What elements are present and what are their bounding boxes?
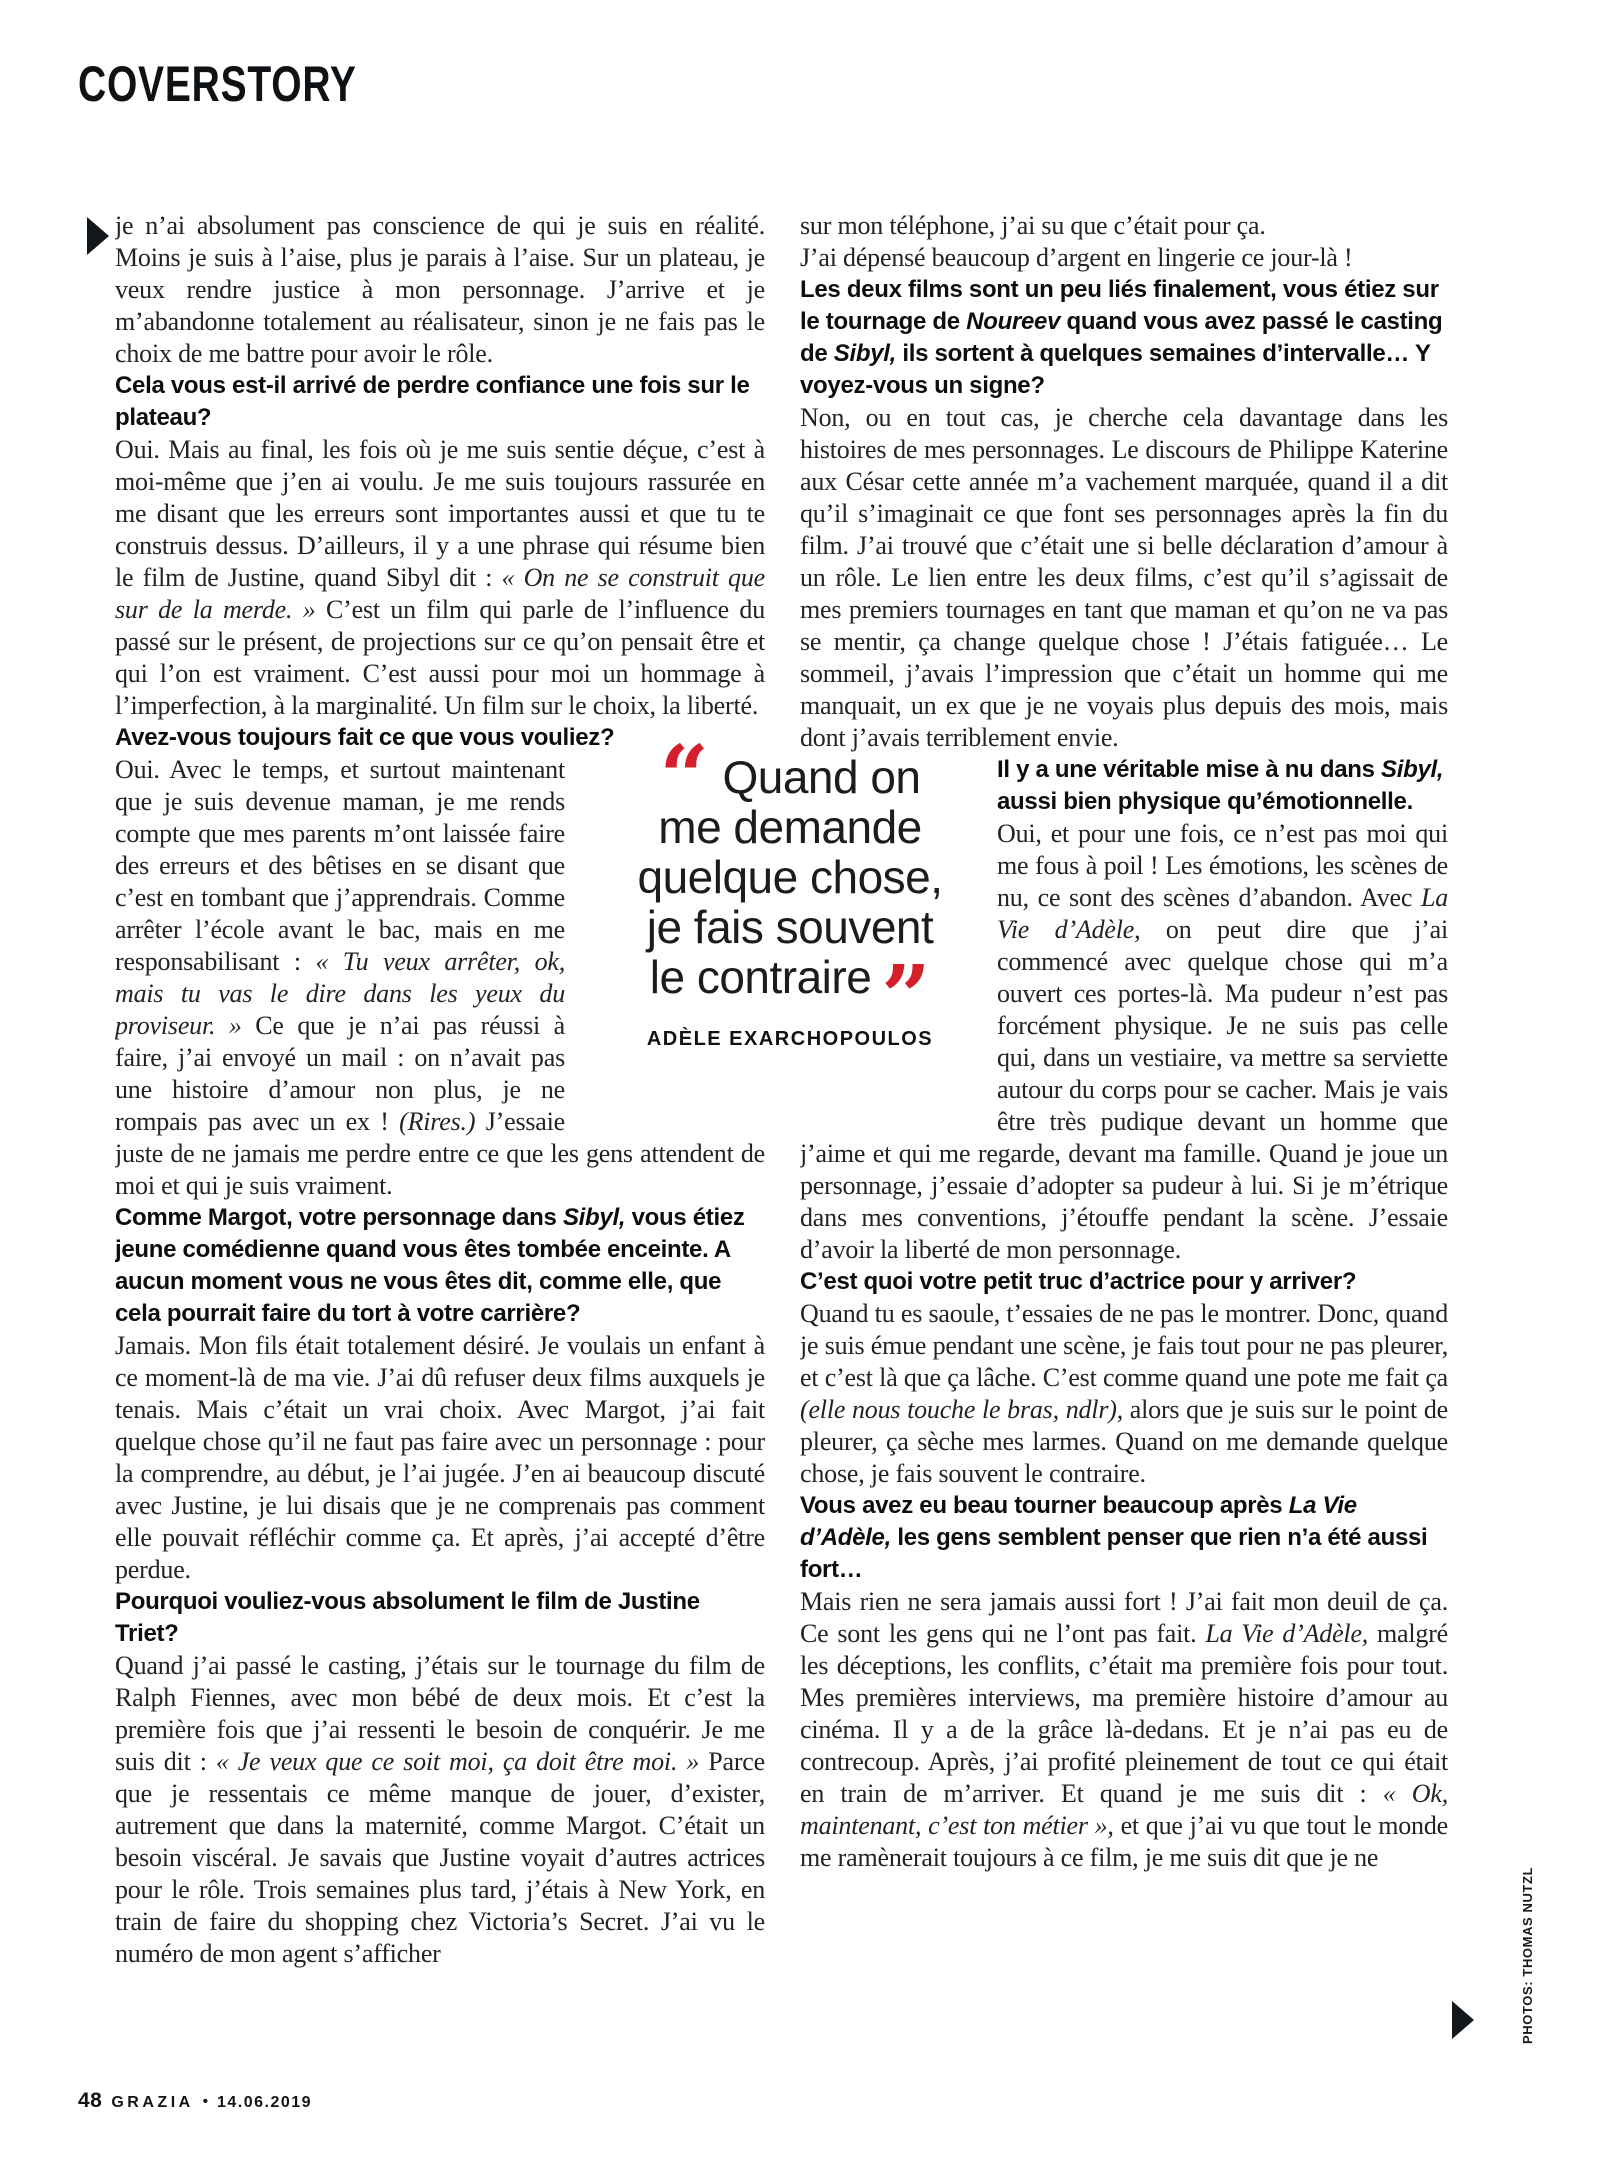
section-label: COVERSTORY [78,56,357,112]
answer-paragraph: Non, ou en tout cas, je cherche cela davantage dans les histoires de mes personnages. Le discours de Philippe Katerine aux César cette année m’a vachement marquée, quand il a dit qu’il s’imaginait ce que font ses personnages après la fin du film. J’ai trouvé que c’était une si belle déclaration d’amour à un rôle. Le lien entre les deux films, c’est qu’il s’agissait de mes premiers tournages en tant que maman et qu’on ne va pas se mentir, ça change quelque chose ! J’étais fatiguée… Le sommeil, j’avais l’impression que c’était un homme qui me manquait, un ex que je ne voyais plus depuis des mois, mais dont j’avais terriblement envie. [800,403,1448,752]
answer-paragraph: Oui. Mais au final, les fois où je me suis sentie déçue, c’est à moi-même que j’en ai voulu. Je me suis toujours rassurée en me disant que les erreurs sont importantes aussi et que tu te construis dessus. D’ailleurs, il y a une phrase qui résume bien le film de Justine, quand Sibyl dit : « On ne se construit que sur de la merde. » C’est un film qui parle de l’influence du passé sur le présent, de projections sur ce qu’on pensait être et qui l’on est vraiment. C’est aussi pour moi un hommage à l’imperfection, à la marginalité. Un film sur le choix, la liberté. [115,435,765,720]
answer-paragraph: J’ai dépensé beaucoup d’argent en lingerie ce jour-là ! [800,243,1353,272]
article-column-1 [115,210,765,2045]
answer-paragraph: je n’ai absolument pas conscience de qui je suis en réalité. Moins je suis à l’aise, plus je parais à l’aise. Sur un plateau, je veux rendre justice à mon personnage. J’arrive et je m’abandonne totalement au réalisateur, sinon je ne fais pas le choix de me battre pour avoir le rôle. [115,211,765,368]
answer-paragraph: sur mon téléphone, j’ai su que c’était pour ça. [800,211,1266,240]
continuation-arrow-icon [87,217,109,255]
question-paragraph: Les deux films sont un peu liés finalement, vous étiez sur le tournage de Noureev quand vous avez passé le casting de Sibyl, ils sortent à quelques semaines d’intervalle… Y voyez-vous un signe? [800,276,1443,399]
pull-quote-attribution: ADÈLE EXARCHOPOULOS [646,1028,934,1050]
next-page-arrow-icon [1452,2001,1474,2039]
footer-separator-dot: • [202,2093,208,2110]
pull-quote-text: “ Quand on me demande quelque chose, je fais souvent le contraire ” [637,727,943,1048]
question-paragraph: Vous avez eu beau tourner beaucoup après La Vie d’Adèle, les gens semblent penser que rien n’a été aussi fort… [800,1492,1428,1583]
footer-date: 14.06.2019 [216,2094,313,2111]
pull-quote [600,727,980,1051]
answer-paragraph: Mais rien ne sera jamais aussi fort ! J’ai fait mon deuil de ça. Ce sont les gens qui ne l’ont pas fait. La Vie d’Adèle, malgré les déceptions, les conflits, c’était ma première fois pour tout. Mes premières interviews, ma première histoire d’amour au cinéma. Il y a de la grâce là-dedans. Et je n’ai pas eu de contrecoup. Après, j’ai profité pleinement de tout ce qui était en train de m’arriver. Et quand je me suis dit : « Ok, maintenant, c’est ton métier », et que j’ai vu que tout le monde me ramènerait toujours à ce film, je me suis dit que je ne [800,1587,1448,1872]
answer-paragraph: Quand j’ai passé le casting, j’étais sur le tournage du film de Ralph Fiennes, avec mon bébé de deux mois. Et c’est la première fois que j’ai ressenti le besoin de conquérir. Je me suis dit : « Je veux que ce soit moi, ça doit être moi. » Parce que je ressentais ce même manque de jouer, d’exister, autrement que dans la maternité, comme Margot. C’était un besoin viscéral. Je savais que Justine voyait d’autres actrices pour le rôle. Trois semaines plus tard, j’étais à New York, en train de faire du shopping chez Victoria’s Secret. J’ai vu le numéro de mon agent s’afficher [115,1651,765,1968]
photo-credit: PHOTOS: THOMAS NUTZL [1520,1866,1535,2044]
answer-paragraph: Jamais. Mon fils était totalement désiré. Je voulais un enfant à ce moment-là de ma vie. J’ai dû refuser deux films auxquels je tenais. Mais c’était un vrai choix. Avec Margot, j’ai fait quelque chose qu’il ne faut pas faire avec un personnage : pour la comprendre, au début, je l’ai jugée. J’en ai beaucoup discuté avec Justine, je lui disais que je ne comprenais pas comment elle pouvait réfléchir comme ça. Et après, j’ai accepté d’être perdue. [115,1331,765,1584]
question-paragraph: Cela vous est-il arrivé de perdre confiance une fois sur le plateau? [115,372,750,431]
answer-paragraph: Oui. Avec le temps, et surtout maintenant que je suis devenue maman, je me rends compte que mes parents m’ont laissée faire des erreurs et des bêtises en se disant que c’est en tombant que j’apprendrais. Comme arrêter l’école avant le bac, mais en me responsabilisant : « Tu veux arrêter, ok, mais tu vas le dire dans les yeux du proviseur. » Ce que je n’ai pas réussi à faire, j’ai envoyé un mail : on n’avait pas une histoire d’amour non plus, je ne rompais pas avec un ex ! (Rires.) J’essaie juste de ne jamais me perdre entre ce que les gens attendent de moi et qui je suis vraiment. [115,755,765,1200]
question-paragraph: Comme Margot, votre personnage dans Sibyl, vous étiez jeune comédienne quand vous êtes tombée enceinte. A aucun moment vous ne vous êtes dit, comme elle, que cela pourrait faire du tort à votre carrière? [115,1204,745,1327]
question-paragraph: Pourquoi vouliez-vous absolument le film de Justine Triet? [115,1588,700,1647]
page-footer [78,2089,312,2113]
footer-page-number: 48 [78,2089,103,2112]
footer-magazine-name: GRAZIA [111,2094,194,2111]
answer-paragraph: Oui, et pour une fois, ce n’est pas moi qui me fous à poil ! Les émotions, les scènes de nu, ce sont des scènes d’abandon. Avec La Vie d’Adèle, on peut dire que j’ai commencé avec quelque chose qui m’a ouvert ces portes-là. Ma pudeur n’est pas forcément physique. Je ne suis pas celle qui, dans un vestiaire, va mettre sa serviette autour du corps pour se cacher. Mais je vais être très pudique devant un homme que j’aime et qui me regarde, devant ma famille. Quand je joue un personnage, j’essaie d’adopter sa pudeur à lui. Si je m’étrique dans mes conventions, j’étouffe pendant la scène. J’essaie d’avoir la liberté de mon personnage. [800,819,1448,1264]
question-paragraph: C’est quoi votre petit truc d’actrice pour y arriver? [800,1268,1357,1295]
question-paragraph: Avez-vous toujours fait ce que vous vouliez? [115,724,615,751]
question-paragraph: Il y a une véritable mise à nu dans Sibyl, aussi bien physique qu’émotionnelle. [800,754,1448,818]
article-column-2 [800,210,1448,2045]
answer-paragraph: Quand tu es saoule, t’essaies de ne pas le montrer. Donc, quand je suis émue pendant une scène, je fais tout pour ne pas pleurer, et c’est là que ça lâche. C’est comme quand une pote me fait ça (elle nous touche le bras, ndlr), alors que je suis sur le point de pleurer, ça sèche mes larmes. Quand on me demande quelque chose, je fais souvent le contraire. [800,1299,1448,1488]
